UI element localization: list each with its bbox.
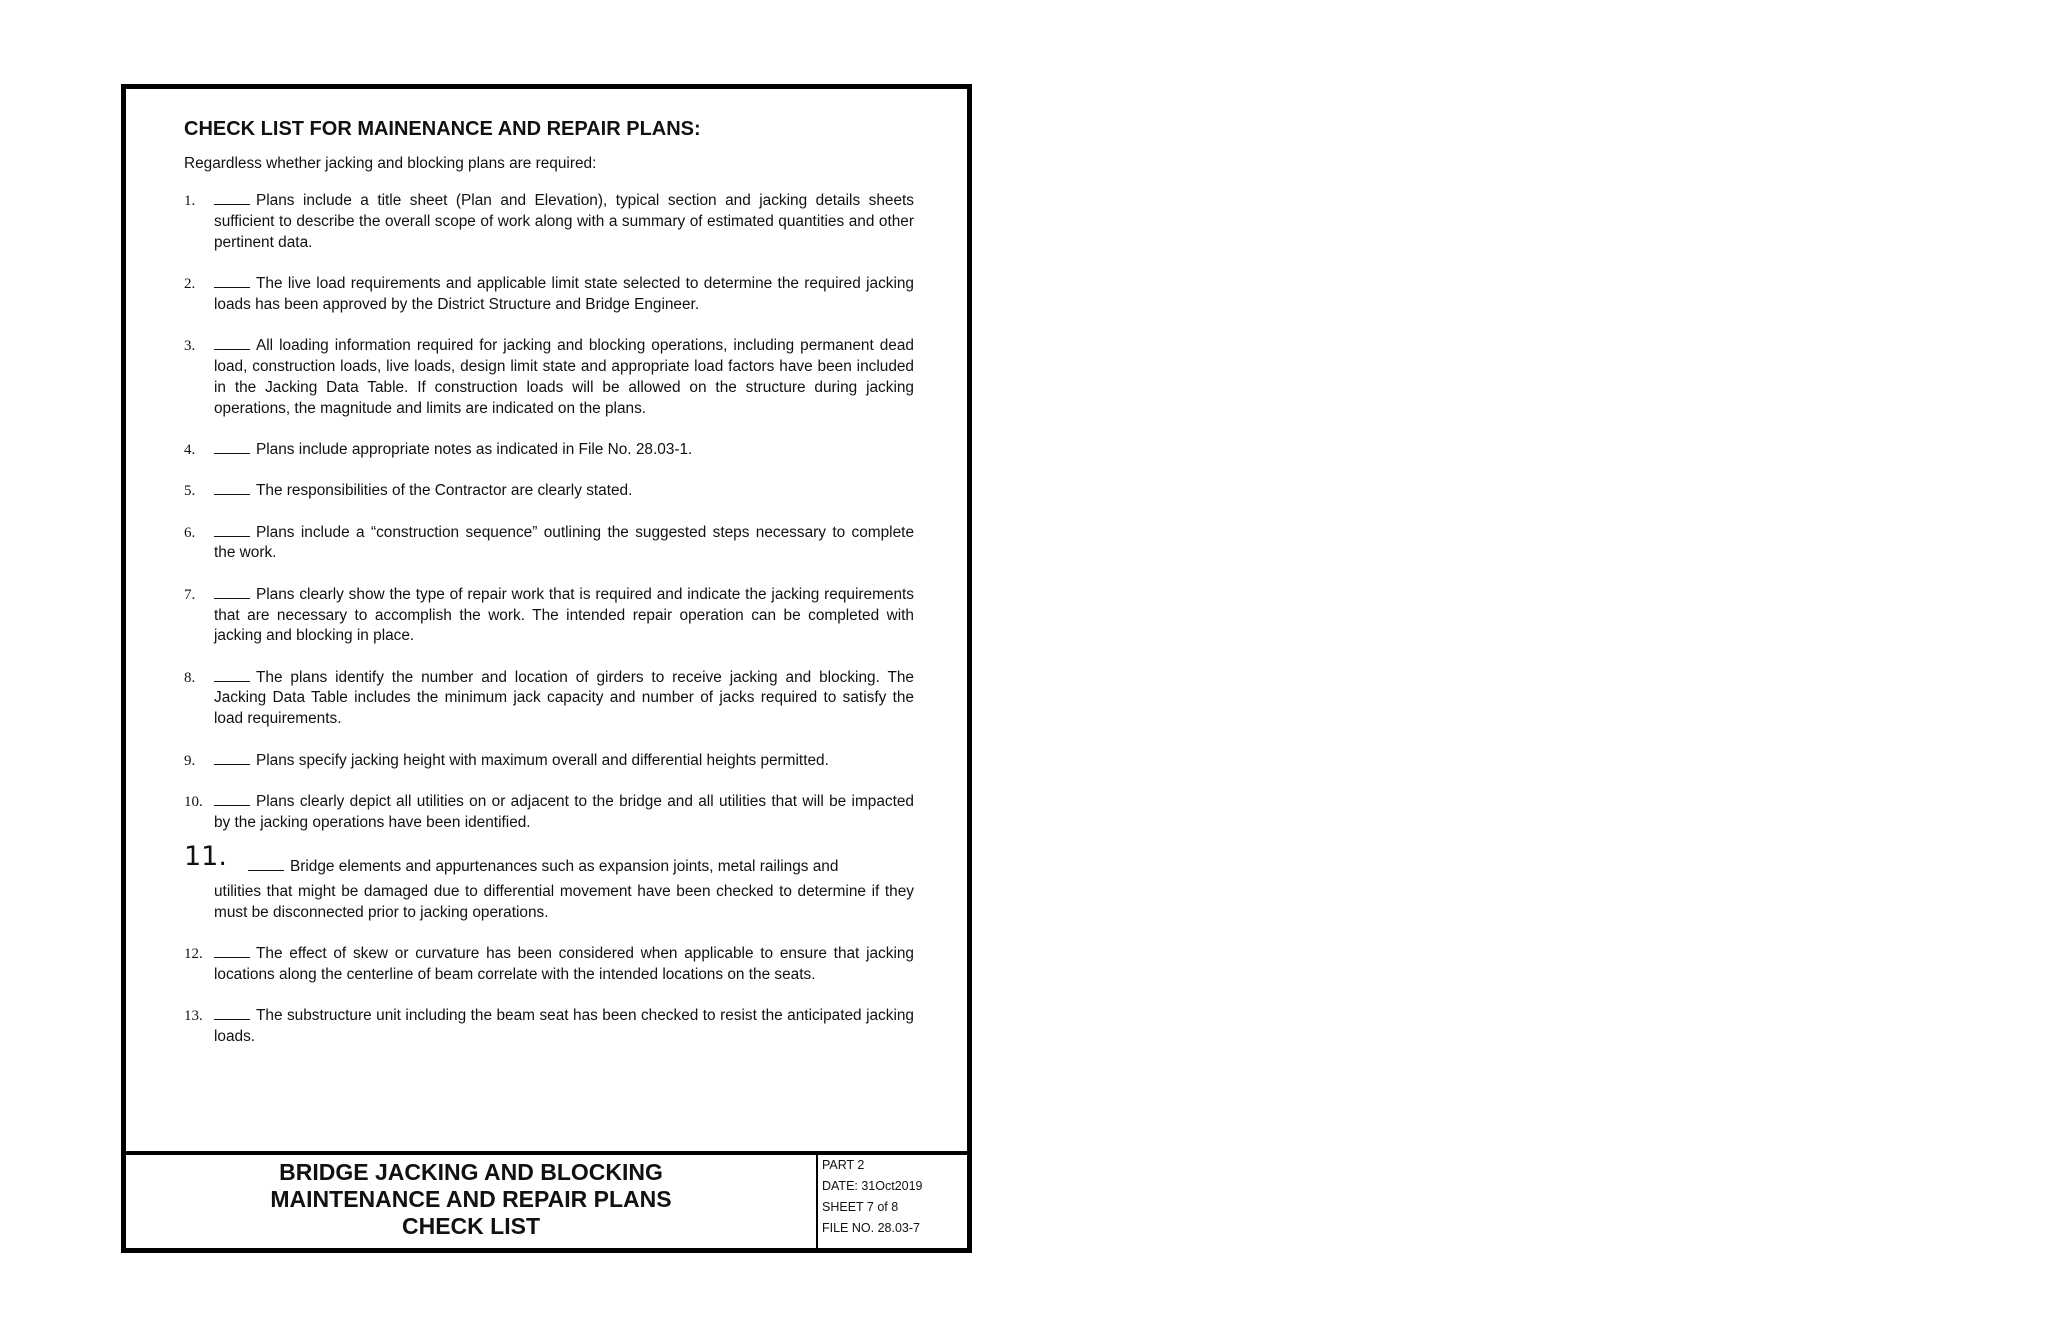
checklist-item [184, 481, 914, 502]
item-text: Plans include appropriate notes as indicated in File No. 28.03-1. [256, 441, 693, 459]
item-number: 5. [184, 483, 196, 500]
checklist-item [184, 440, 914, 461]
check-blank[interactable] [214, 680, 250, 682]
check-blank[interactable] [214, 1018, 250, 1020]
item-text: The substructure unit including the beam seat has been checked to resist the anticipated jacking loads. [214, 1007, 914, 1046]
item-number: 13. [184, 1008, 203, 1025]
sheet-label: SHEET 7 of 8 [822, 1200, 899, 1214]
date-label: DATE: 31Oct2019 [822, 1179, 923, 1193]
item-number: 6. [184, 524, 196, 541]
intro-text: Regardless whether jacking and blocking plans are required: [184, 155, 597, 172]
checklist-item [184, 944, 914, 986]
item-number: 1. [184, 193, 196, 210]
check-blank[interactable] [214, 597, 250, 599]
title-line-2: MAINTENANCE AND REPAIR PLANS [270, 1186, 672, 1212]
checklist-item [184, 841, 914, 923]
checklist-item [184, 668, 914, 730]
item-number: 12. [184, 946, 203, 963]
item-text-continued: utilities that might be damaged due to differential movement have been checked to determine if they must be disconnected prior to jacking operations. [214, 883, 914, 922]
item-text: Plans specify jacking height with maximum overall and differential heights permitted. [256, 751, 829, 769]
checklist-item [184, 792, 914, 834]
item-number: 11. [184, 841, 227, 873]
item-number: 3. [184, 338, 196, 355]
checklist-item [184, 1006, 914, 1048]
checklist-item [184, 336, 914, 419]
item-number: 4. [184, 442, 196, 459]
check-blank[interactable] [214, 348, 250, 350]
item-text: The plans identify the number and location of girders to receive jacking and blocking. The Jacking Data Table includes the minimum jack capacity and number of jacks required to satisfy the load requirements. [214, 668, 914, 728]
item-text: The live load requirements and applicable limit state selected to determine the required jacking loads has been approved by the District Structure and Bridge Engineer. [214, 275, 914, 314]
check-blank[interactable] [214, 286, 250, 288]
document-sheet [121, 84, 972, 1253]
page-heading: CHECK LIST FOR MAINENANCE AND REPAIR PLANS: [184, 118, 701, 140]
title-block [126, 1151, 967, 1248]
title-block-main [126, 1155, 816, 1248]
check-blank[interactable] [214, 452, 250, 454]
check-blank[interactable] [214, 804, 250, 806]
item-number: 8. [184, 669, 196, 686]
item-text: Plans clearly depict all utilities on or adjacent to the bridge and all utilities that will be impacted by the jacking operations have been identified. [214, 792, 914, 831]
item-text: Plans clearly show the type of repair work that is required and indicate the jacking requirements that are necessary to accomplish the work. The intended repair operation can be completed with jacking and blocking in place. [214, 585, 914, 645]
title-block-info [816, 1155, 967, 1248]
item-number: 2. [184, 276, 196, 293]
check-blank[interactable] [214, 203, 250, 205]
check-blank[interactable] [248, 869, 284, 871]
checklist-item [184, 585, 914, 647]
check-blank[interactable] [214, 493, 250, 495]
checklist-item [184, 523, 914, 565]
title-line-1: BRIDGE JACKING AND BLOCKING [279, 1159, 663, 1185]
checklist-item [184, 751, 914, 772]
check-blank[interactable] [214, 763, 250, 765]
item-text: All loading information required for jacking and blocking operations, including permanent dead load, construction loads, live loads, design limit state and appropriate load factors have been included in the Jacking Data Table. If construction loads will be allowed on the structure during jacking operations, the magnitude and limits are indicated on the plans. [214, 337, 914, 417]
item-text: Plans include a “construction sequence” outlining the suggested steps necessary to complete the work. [214, 523, 914, 562]
checklist-content [184, 119, 914, 1069]
check-blank[interactable] [214, 956, 250, 958]
checklist-item [184, 191, 914, 253]
item-number: 10. [184, 793, 203, 810]
file-number-label: FILE NO. 28.03-7 [822, 1221, 920, 1235]
item-text: The effect of skew or curvature has been considered when applicable to ensure that jacking locations along the centerline of beam correlate with the intended locations on the seats. [214, 945, 914, 984]
check-blank[interactable] [214, 535, 250, 537]
checklist-item [184, 274, 914, 316]
item-number: 9. [184, 752, 196, 769]
checklist [184, 191, 914, 1048]
item-text: Plans include a title sheet (Plan and Elevation), typical section and jacking details sheets sufficient to describe the overall scope of work along with a summary of estimated quantities and other pertinent data. [214, 192, 914, 251]
title-line-3: CHECK LIST [402, 1213, 540, 1239]
item-number: 7. [184, 586, 196, 603]
item-text: Bridge elements and appurtenances such as expansion joints, metal railings and [290, 858, 839, 876]
item-text: The responsibilities of the Contractor are clearly stated. [256, 482, 633, 500]
part-label: PART 2 [822, 1158, 865, 1172]
